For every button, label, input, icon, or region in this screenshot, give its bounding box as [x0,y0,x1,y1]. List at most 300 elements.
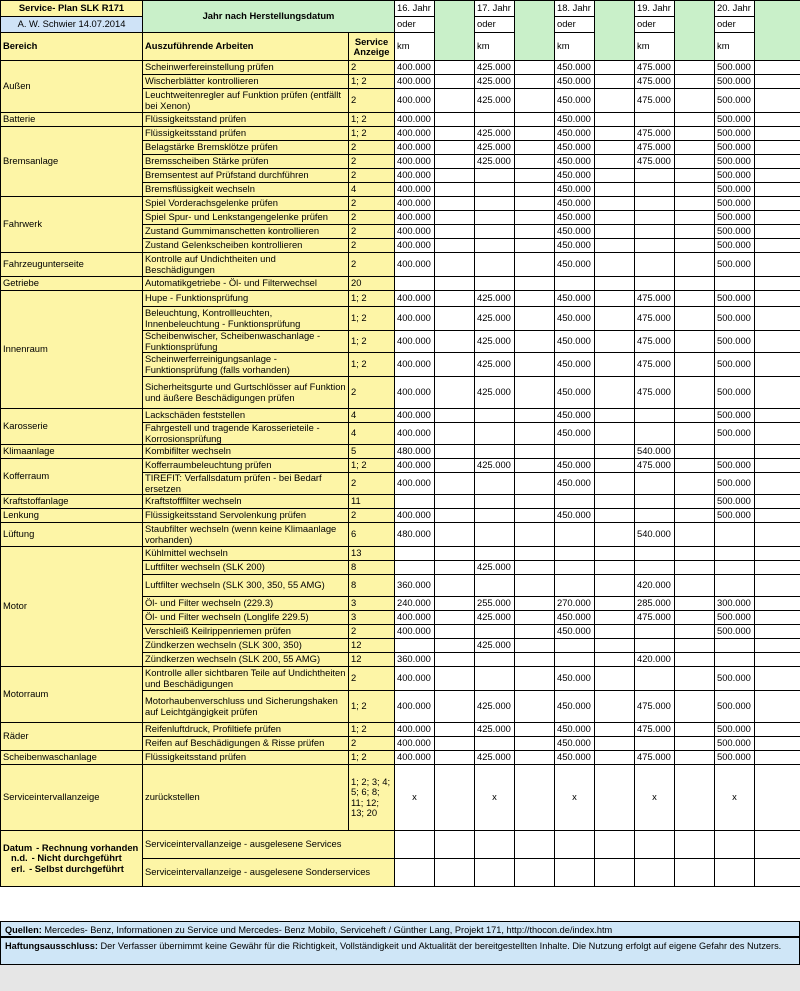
task-cell: Hupe - Funktionsprüfung [143,291,349,307]
km-value-cell: 400.000 [395,239,435,253]
date-entry-cell [595,639,635,653]
date-entry-cell [675,423,715,445]
task-cell: Reifenluftdruck, Profiltiefe prüfen [143,723,349,737]
km-value-cell: 500.000 [715,353,755,377]
date-entry-cell [515,639,555,653]
task-cell: Bremsscheiben Stärke prüfen [143,155,349,169]
oder-label: oder [475,17,515,33]
km-value-cell [475,523,515,547]
km-value-cell [635,423,675,445]
km-value-cell: 425.000 [475,611,515,625]
date-entry-cell [515,409,555,423]
km-value-cell [635,253,675,277]
km-value-cell: 450.000 [555,141,595,155]
date-entry-cell [755,625,800,639]
km-value-cell [475,509,515,523]
km-value-cell [475,495,515,509]
km-value-cell [475,445,515,459]
date-entry-cell [555,831,595,859]
km-value-cell [555,561,595,575]
km-value-cell: 500.000 [715,141,755,155]
date-entry-cell [755,561,800,575]
date-entry-cell [755,225,800,239]
date-entry-cell [595,831,635,859]
date-entry-cell [595,155,635,169]
km-value-cell: 475.000 [635,377,675,409]
date-entry-cell [515,277,555,291]
task-cell: Flüssigkeitsstand prüfen [143,113,349,127]
task-cell: Fahrgestell und tragende Karosserieteile - Korrosionsprüfung [143,423,349,445]
date-entry-cell [755,113,800,127]
task-cell: Reifen auf Beschädigungen & Risse prüfen [143,737,349,751]
date-entry-cell [755,75,800,89]
km-value-cell: 425.000 [475,155,515,169]
task-cell: Spiel Vorderachsgelenke prüfen [143,197,349,211]
km-value-cell: 425.000 [475,723,515,737]
km-value-cell [555,523,595,547]
table-row [1,113,800,127]
date-entry-cell [755,575,800,597]
km-value-cell: 400.000 [395,127,435,141]
date-entry-cell [435,75,475,89]
plan-author: A. W. Schwier 14.07.2014 [1,17,143,33]
km-value-cell: 400.000 [395,691,435,723]
task-cell: Bremsentest auf Prüfstand durchführen [143,169,349,183]
area-cell: Kofferraum [1,459,143,495]
date-entry-cell [595,575,635,597]
km-value-cell: 500.000 [715,61,755,75]
task-cell: Bremsflüssigkeit wechseln [143,183,349,197]
km-value-cell: 425.000 [475,561,515,575]
task-cell: Zustand Gelenkscheiben kontrollieren [143,239,349,253]
km-value-cell: 240.000 [395,597,435,611]
km-value-cell: 500.000 [715,331,755,353]
legend-value: - Rechnung vorhanden [36,841,139,853]
area-cell: Außen [1,61,143,113]
service-code-cell: 5 [349,445,395,459]
km-value-cell: 500.000 [715,291,755,307]
table-row [1,445,800,459]
date-entry-cell [435,625,475,639]
date-entry-cell [435,113,475,127]
date-entry-cell [515,831,555,859]
date-entry-cell [675,625,715,639]
km-value-cell [635,495,675,509]
task-cell: Flüssigkeitsstand Servolenkung prüfen [143,509,349,523]
service-code-cell: 1; 2 [349,75,395,89]
km-value-cell: 450.000 [555,307,595,331]
date-entry-cell [595,509,635,523]
date-entry-cell [595,409,635,423]
task-cell: Scheinwerfereinstellung prüfen [143,61,349,75]
date-entry-cell [755,765,800,831]
km-value-cell: 425.000 [475,353,515,377]
km-value-cell: 400.000 [395,409,435,423]
km-value-cell: 400.000 [395,353,435,377]
km-value-cell: 400.000 [395,211,435,225]
km-value-cell [555,445,595,459]
km-value-cell: 500.000 [715,409,755,423]
km-value-cell: 475.000 [635,723,675,737]
km-value-cell: 475.000 [635,307,675,331]
km-value-cell: 450.000 [555,473,595,495]
date-entry-cell [755,127,800,141]
area-cell: Batterie [1,113,143,127]
service-code-cell: 2 [349,211,395,225]
km-value-cell: 425.000 [475,307,515,331]
area-cell: Motor [1,547,143,667]
km-value-cell: 450.000 [555,155,595,169]
date-entry-cell [595,277,635,291]
service-code-cell: 2 [349,225,395,239]
service-code-cell: 2 [349,509,395,523]
km-value-cell [475,197,515,211]
km-value-cell: 400.000 [395,183,435,197]
date-entry-cell [595,445,635,459]
km-value-cell [635,547,675,561]
date-entry-cell [715,859,755,887]
date-entry-cell [435,667,475,691]
km-value-cell [555,575,595,597]
service-code-cell: 2 [349,737,395,751]
date-entry-cell [435,353,475,377]
service-code-cell: 1; 2 [349,459,395,473]
km-value-cell [395,639,435,653]
date-entry-cell [675,277,715,291]
oder-label: oder [635,17,675,33]
year-label-20: 20. Jahr [715,1,755,17]
date-entry-cell [595,141,635,155]
oder-label: oder [395,17,435,33]
area-cell: Innenraum [1,291,143,409]
km-value-cell [475,473,515,495]
date-entry-cell [595,653,635,667]
date-entry-cell [395,859,435,887]
date-entry-cell [675,765,715,831]
km-value-cell [635,225,675,239]
km-value-cell: 425.000 [475,377,515,409]
date-entry-cell [755,611,800,625]
km-value-cell: 500.000 [715,495,755,509]
date-entry-cell [435,141,475,155]
date-entry-cell [755,377,800,409]
task-cell: Scheibenwischer, Scheibenwaschanlage - Funktionsprüfung [143,331,349,353]
legend-item-special-services: Serviceintervallanzeige - ausgelesene Sonderservices [143,859,395,887]
task-cell: Wischerblätter kontrollieren [143,75,349,89]
area-cell: Kraftstoffanlage [1,495,143,509]
km-value-cell: 360.000 [395,575,435,597]
date-entry-cell [595,127,635,141]
km-value-cell [395,561,435,575]
date-entry-cell [435,597,475,611]
km-value-cell: 450.000 [555,459,595,473]
date-entry-cell [595,611,635,625]
date-entry-cell [755,331,800,353]
year-label-18: 18. Jahr [555,1,595,17]
km-value-cell: 500.000 [715,377,755,409]
date-entry-cell [755,183,800,197]
date-entry-cell [515,169,555,183]
date-entry-cell [675,473,715,495]
service-code-cell: 13 [349,547,395,561]
date-entry-cell [595,561,635,575]
km-value-cell [475,183,515,197]
date-entry-cell [755,445,800,459]
date-entry-cell [515,127,555,141]
date-entry-cell [515,523,555,547]
km-value-cell: 475.000 [635,691,675,723]
disclaimer-note [0,937,800,965]
service-code-cell: 2 [349,253,395,277]
date-entry-cell [515,859,555,887]
km-value-cell [555,639,595,653]
date-entry-cell [515,61,555,75]
date-entry-cell [435,183,475,197]
date-entry-cell [755,509,800,523]
task-cell: Kontrolle auf Undichtheiten und Beschädigungen [143,253,349,277]
date-entry-cell [675,597,715,611]
km-value-cell: 450.000 [555,509,595,523]
disclaimer-label: Haftungsausschluss: [5,941,98,951]
date-entry-cell [675,211,715,225]
km-value-cell: 500.000 [715,751,755,765]
date-entry-cell [675,509,715,523]
date-entry-cell [555,859,595,887]
date-entry-cell [675,225,715,239]
table-row [1,197,800,211]
area-cell: Fahrwerk [1,197,143,253]
km-value-cell: 400.000 [395,225,435,239]
km-value-cell: 450.000 [555,61,595,75]
date-entry-cell [675,575,715,597]
service-code-cell: 6 [349,523,395,547]
date-entry-cell [595,89,635,113]
date-entry-cell [675,547,715,561]
date-entry-cell [675,253,715,277]
plan-title: Service- Plan SLK R171 [1,1,143,17]
table-row [1,291,800,307]
date-entry-cell [755,751,800,765]
date-entry-cell [675,561,715,575]
date-entry-cell [675,667,715,691]
legend-row [1,831,800,859]
km-value-cell: 500.000 [715,723,755,737]
date-entry-cell [515,723,555,737]
km-value-cell: 480.000 [395,523,435,547]
oder-label: oder [715,17,755,33]
date-entry-cell [515,737,555,751]
date-entry-cell [435,509,475,523]
km-value-cell: 500.000 [715,667,755,691]
date-entry-cell [675,113,715,127]
legend-item-services: Serviceintervallanzeige - ausgelesene Services [143,831,395,859]
date-entry-cell [755,307,800,331]
date-entry-cell [435,239,475,253]
task-cell: Belagstärke Bremsklötze prüfen [143,141,349,155]
service-code-cell: 2 [349,377,395,409]
task-cell: Luftfilter wechseln (SLK 200) [143,561,349,575]
km-value-cell: 400.000 [395,169,435,183]
service-code-cell: 11 [349,495,395,509]
date-entry-cell [595,523,635,547]
km-value-cell: 400.000 [395,737,435,751]
task-cell: Beleuchtung, Kontrollleuchten, Innenbeleuchtung - Funktionsprüfung [143,307,349,331]
date-entry-cell [675,307,715,331]
date-entry-cell [755,859,800,887]
km-label: km [475,33,515,61]
service-code-cell: 2 [349,61,395,75]
year-label-17: 17. Jahr [475,1,515,17]
task-cell: Flüssigkeitsstand prüfen [143,127,349,141]
km-value-cell: 400.000 [395,723,435,737]
date-entry-cell [435,155,475,169]
km-value-cell: 450.000 [555,127,595,141]
col-arbeiten-header: Auszuführende Arbeiten [143,33,349,61]
date-entry-cell [755,495,800,509]
date-entry-cell [595,291,635,307]
task-cell: Kontrolle aller sichtbaren Teile auf Undichtheiten und Beschädigungen [143,667,349,691]
km-value-cell [635,183,675,197]
km-value-cell: 450.000 [555,353,595,377]
km-value-cell: 450.000 [555,691,595,723]
service-code-cell: 2 [349,141,395,155]
km-value-cell: 450.000 [555,409,595,423]
km-value-cell: 500.000 [715,307,755,331]
date-entry-cell [595,253,635,277]
km-value-cell: 400.000 [395,61,435,75]
km-value-cell: 285.000 [635,597,675,611]
km-value-cell: 450.000 [555,377,595,409]
date-entry-cell [595,547,635,561]
service-interval-mark: x [475,765,515,831]
legend-line [3,864,140,875]
date-entry-cell [435,61,475,75]
km-value-cell: 400.000 [395,509,435,523]
date-entry-cell [475,859,515,887]
km-value-cell: 450.000 [555,239,595,253]
service-code-cell: 3 [349,611,395,625]
date-entry-cell [435,127,475,141]
date-entry-cell [595,331,635,353]
km-value-cell: 500.000 [715,625,755,639]
km-value-cell: 475.000 [635,751,675,765]
date-entry-cell [435,765,475,831]
date-entry-cell [515,211,555,225]
date-entry-cell [595,737,635,751]
area-cell: Räder [1,723,143,751]
service-code-cell: 3 [349,597,395,611]
date-entry-cell [515,377,555,409]
km-value-cell: 450.000 [555,183,595,197]
km-value-cell: 500.000 [715,225,755,239]
service-code-cell: 2 [349,89,395,113]
km-value-cell: 425.000 [475,127,515,141]
km-value-cell [715,653,755,667]
km-label: km [635,33,675,61]
km-value-cell: 425.000 [475,61,515,75]
service-code-cell: 1; 2 [349,723,395,737]
date-entry-cell [755,831,800,859]
km-value-cell: 450.000 [555,751,595,765]
date-entry-cell [515,445,555,459]
km-value-cell: 400.000 [395,625,435,639]
date-entry-cell [595,423,635,445]
km-value-cell [475,737,515,751]
km-value-cell: 400.000 [395,377,435,409]
date-entry-cell [595,197,635,211]
date-entry-cell [515,197,555,211]
date-entry-cell [435,611,475,625]
service-interval-row [1,765,800,831]
date-entry-cell [595,239,635,253]
km-value-cell: 425.000 [475,89,515,113]
date-entry-cell [515,225,555,239]
task-cell: Sicherheitsgurte und Gurtschlösser auf Funktion und äußere Beschädigungen prüfen [143,377,349,409]
km-value-cell: 360.000 [395,653,435,667]
km-value-cell: 400.000 [395,89,435,113]
date-entry-cell [675,89,715,113]
date-entry-cell [675,611,715,625]
date-entry-cell [435,473,475,495]
service-interval-codes: 1; 2; 3; 4; 5; 6; 8; 11; 12; 13; 20 [349,765,395,831]
task-cell: Kofferraumbeleuchtung prüfen [143,459,349,473]
km-value-cell: 475.000 [635,155,675,169]
date-entry-cell [675,653,715,667]
service-code-cell: 2 [349,473,395,495]
km-value-cell [635,509,675,523]
km-value-cell: 500.000 [715,737,755,751]
date-entry-cell [595,459,635,473]
km-value-cell: 500.000 [715,253,755,277]
service-code-cell: 1; 2 [349,751,395,765]
date-entry-cell [435,253,475,277]
task-cell: TIREFIT: Verfallsdatum prüfen - bei Bedarf ersetzen [143,473,349,495]
date-entry-cell [755,473,800,495]
km-value-cell [635,561,675,575]
date-entry-cell [515,155,555,169]
table-row [1,459,800,473]
km-value-cell: 500.000 [715,197,755,211]
sources-label: Quellen: [5,925,42,935]
date-entry-cell [435,197,475,211]
date-entry-cell [515,547,555,561]
service-code-cell: 8 [349,575,395,597]
task-cell: Lackschäden feststellen [143,409,349,423]
date-entry-cell [595,597,635,611]
date-entry-cell [675,639,715,653]
km-value-cell: 425.000 [475,331,515,353]
km-value-cell [475,277,515,291]
date-entry-cell [435,859,475,887]
km-value-cell: 500.000 [715,169,755,183]
date-entry-cell [755,61,800,75]
km-value-cell [475,575,515,597]
date-entry-cell [435,331,475,353]
km-value-cell: 425.000 [475,751,515,765]
area-cell: Klimaanlage [1,445,143,459]
km-label: km [555,33,595,61]
km-value-cell: 475.000 [635,353,675,377]
date-entry-cell [755,169,800,183]
table-row [1,723,800,737]
date-entry-cell [675,75,715,89]
table-row [1,751,800,765]
legend-cell [1,831,143,887]
date-entry-cell [515,561,555,575]
date-entry-cell [675,141,715,155]
date-entry-cell [515,459,555,473]
km-value-cell [715,575,755,597]
